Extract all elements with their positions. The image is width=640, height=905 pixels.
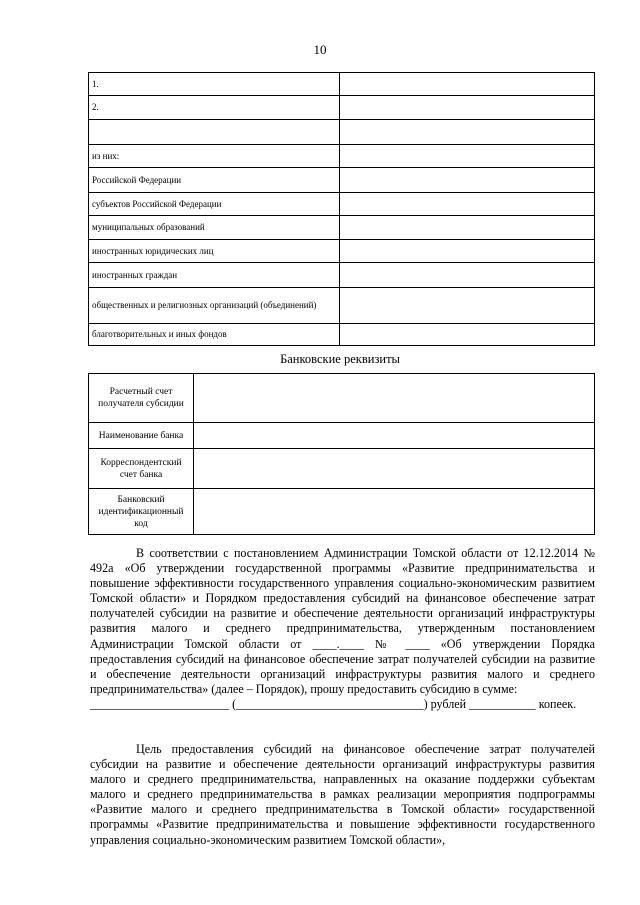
table-cell-value[interactable]: [194, 423, 595, 449]
table-cell-label: общественных и религиозных организаций (объединений): [89, 288, 340, 324]
table-row: [89, 489, 595, 535]
request-text: В соответствии с постановлением Администрации Томской области от 12.12.2014 № 492а «Об утверждении государственной программы «Развитие предпринимательства и повышение эффективности государственного управления социально-экономическим развитием Томской области» и Порядком предоставления субсидий на финансовое обеспечение затрат получателей субсидии на развитие и обеспечение деятельности организаций инфраструктуры развития малого и среднего предпринимательства, утвержденным постановлением Администрации Томской области от ____.____ № ____ «Об утверждении Порядка предоставления субсидий на финансовое обеспечение затрат получателей субсидии на развитие и обеспечение деятельности организаций инфраструктуры развития малого и среднего предпринимательства» (далее – Порядок), прошу предоставить субсидию в сумме:: [90, 546, 595, 696]
table-cell-label: муниципальных образований: [89, 216, 340, 240]
page-number: 10: [313, 42, 327, 57]
table-cell-value[interactable]: [340, 73, 595, 96]
table-row: [89, 449, 595, 489]
table-cell-label: иностранных граждан: [89, 263, 340, 288]
table-cell-value[interactable]: [340, 288, 595, 324]
table-cell-value[interactable]: [340, 263, 595, 288]
table-row: [89, 145, 595, 168]
table-cell-label: [89, 120, 340, 145]
table-cell-value[interactable]: [340, 145, 595, 168]
table-cell-value[interactable]: [340, 240, 595, 263]
table-cell-label: Банковский идентификационный код: [89, 489, 194, 535]
subsidy-amount-line[interactable]: _______________________ (_______________________________) рублей ___________ копеек.: [90, 696, 577, 711]
table-row: [89, 240, 595, 263]
table-cell-value[interactable]: [340, 324, 595, 346]
bank-details-table: [88, 373, 595, 535]
table-cell-label: из них:: [89, 145, 340, 168]
bank-details-caption: Банковские реквизиты: [280, 352, 400, 366]
purpose-paragraph: [90, 742, 595, 848]
table-row: [89, 168, 595, 193]
table-cell-label: Российской Федерации: [89, 168, 340, 193]
table-cell-value[interactable]: [340, 193, 595, 216]
founders-table: [88, 72, 595, 346]
table-row: [89, 324, 595, 346]
table-cell-value[interactable]: [340, 96, 595, 120]
table-cell-value[interactable]: [194, 374, 595, 423]
table-row: [89, 374, 595, 423]
table-cell-label: Наименование банка: [89, 423, 194, 449]
table-cell-label: 1.: [89, 73, 340, 96]
table-cell-label: Расчетный счет получателя субсидии: [89, 374, 194, 423]
table-row: [89, 263, 595, 288]
table-row: [89, 423, 595, 449]
table-cell-value[interactable]: [194, 489, 595, 535]
table-cell-label: Корреспондентский счет банка: [89, 449, 194, 489]
table-row: [89, 216, 595, 240]
table-cell-value[interactable]: [340, 216, 595, 240]
table-row: [89, 73, 595, 96]
table-cell-value[interactable]: [340, 168, 595, 193]
table-cell-label: 2.: [89, 96, 340, 120]
table-cell-label: иностранных юридических лиц: [89, 240, 340, 263]
table-cell-value[interactable]: [194, 449, 595, 489]
table-row: [89, 193, 595, 216]
table-row: [89, 120, 595, 145]
request-paragraph: [90, 546, 595, 712]
table-row: [89, 288, 595, 324]
table-row: [89, 96, 595, 120]
purpose-text: Цель предоставления субсидий на финансовое обеспечение затрат получателей субсидии на развитие и обеспечение деятельности организаций инфраструктуры развития малого и среднего предпринимательства, направленных на оказание поддержки субъектам малого и среднего предпринимательства в рамках реализации мероприятия подпрограммы «Развитие малого и среднего предпринимательства в Томской области» государственной программы «Развитие предпринимательства и повышение эффективности государственного управления социально-экономическим развитием Томской области»,: [90, 742, 595, 847]
table-cell-label: благотворительных и иных фондов: [89, 324, 340, 346]
table-cell-value[interactable]: [340, 120, 595, 145]
table-cell-label: субъектов Российской Федерации: [89, 193, 340, 216]
